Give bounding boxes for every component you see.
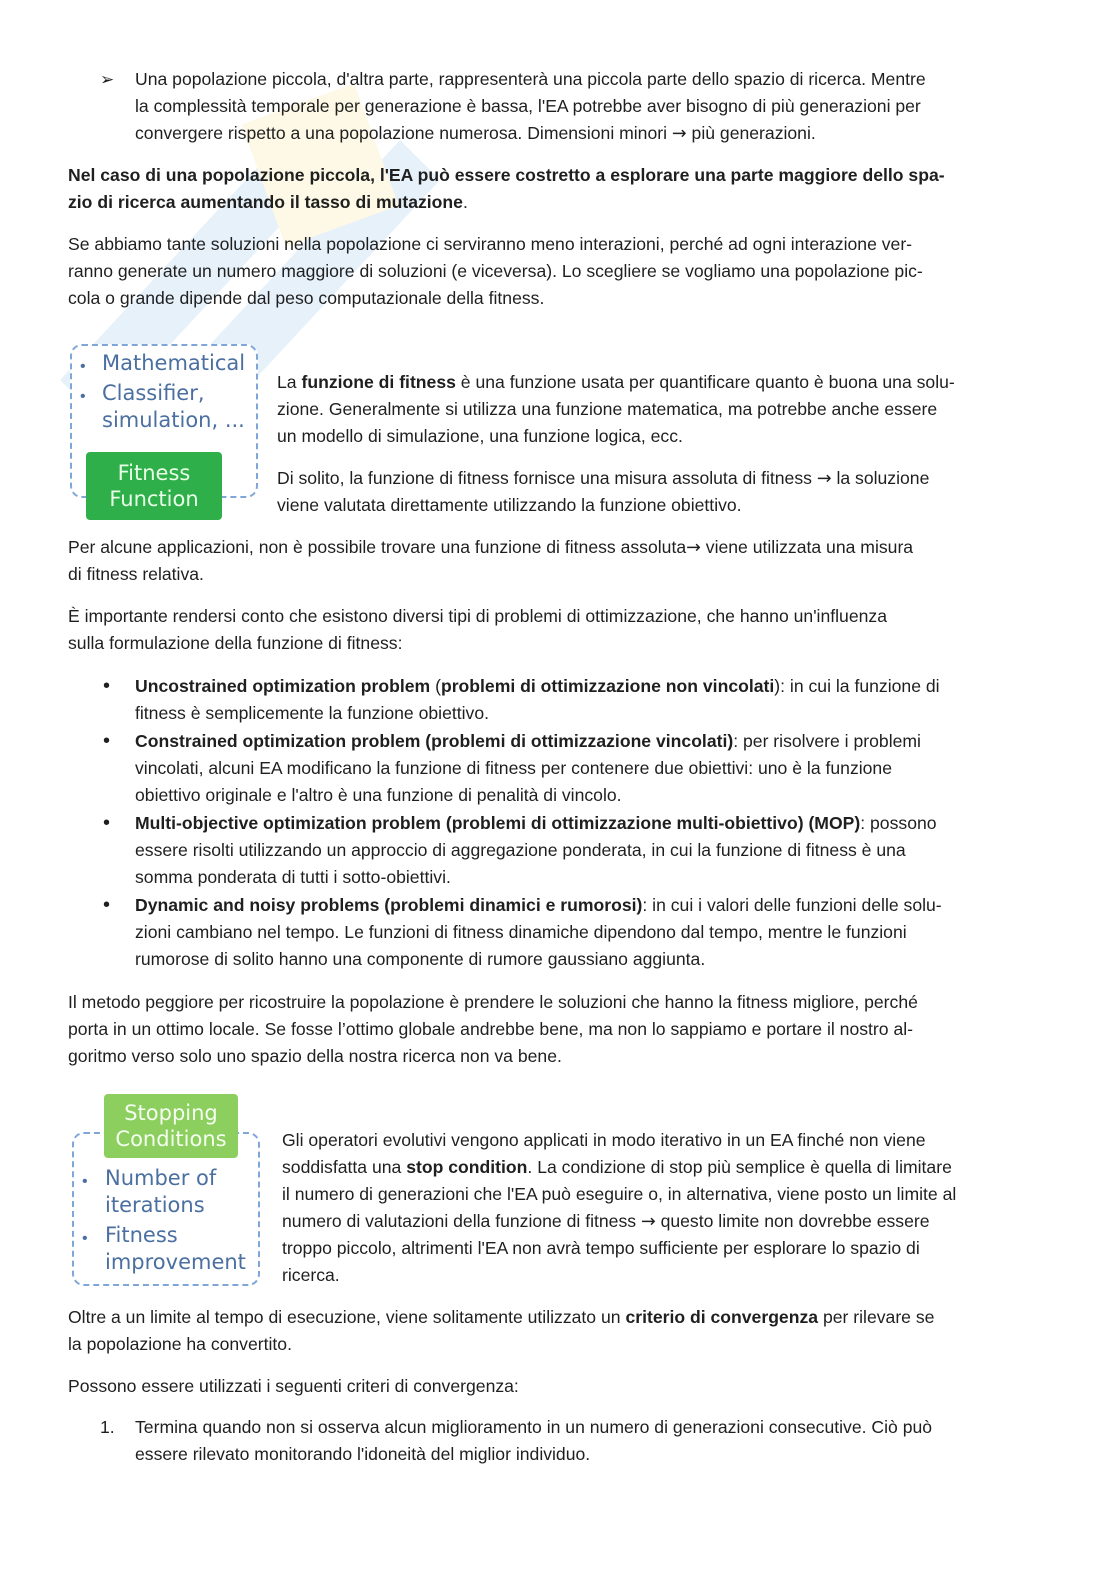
stopping-item-iterations: iterations: [105, 1193, 205, 1217]
stopping-text-line-1: Gli operatori evolutivi vengono applicati in modo iterativo in un EA finché non viene: [282, 1130, 926, 1150]
worst-line-3: goritmo verso solo uno spazio della nostra ricerca non va bene.: [68, 1046, 562, 1066]
problem-item-3-line-2: essere risolti utilizzando un approccio di aggregazione ponderata, in cui la funzione di fitness è una: [135, 840, 906, 860]
stopping-text-line-2: soddisfatta una stop condition. La condizione di stop più semplice è quella di limitare: [282, 1157, 952, 1177]
important-line-2: sulla formulazione della funzione di fitness:: [68, 633, 403, 653]
worst-line-1: Il metodo peggiore per ricostruire la popolazione è prendere le soluzioni che hanno la fitness migliore, perché: [68, 992, 918, 1012]
fitness-item-simulation: simulation, ...: [102, 408, 245, 432]
list-bullet-icon: •: [103, 730, 111, 752]
convergence-line-1: Oltre a un limite al tempo di esecuzione, viene solitamente utilizzato un criterio di convergenza per rilevare se: [68, 1307, 935, 1327]
fitness-text-line-3: un modello di simulazione, una funzione logica, ecc.: [277, 426, 683, 446]
worst-line-2: porta in un ottimo locale. Se fosse l’ottimo globale andrebbe bene, ma non lo sappiamo e portare il nostro al-: [68, 1019, 913, 1039]
fitness-text-line-1: La funzione di fitness è una funzione usata per quantificare quanto è buona una solu-: [277, 372, 955, 392]
right-arrow-icon: →: [686, 538, 701, 558]
fitness-text-line-4: Di solito, la funzione di fitness fornisce una misura assoluta di fitness → la soluzione: [277, 468, 930, 489]
criteria-number: 1.: [100, 1417, 115, 1437]
list-bullet-icon: •: [103, 675, 111, 697]
diagram-bullet-icon: •: [82, 1230, 88, 1247]
stopping-text-line-4: numero di valutazioni della funzione di fitness → questo limite non dovrebbe essere: [282, 1211, 930, 1232]
problem-item-2-line-2: vincolati, alcuni EA modificano la funzione di fitness per contenere due obiettivi: uno è la funzione: [135, 758, 893, 778]
arrow-bullet-icon: ➢: [100, 70, 115, 89]
stopping-text-line-3: il numero di generazioni che l'EA può eseguire o, in alternativa, viene posto un limite al: [282, 1184, 957, 1204]
fitness-item-mathematical: Mathematical: [102, 351, 246, 375]
problem-item-3-line-1: Multi-objective optimization problem (problemi di ottimizzazione multi-obiettivo) (MOP): possono: [135, 813, 937, 833]
problem-item-2-line-3: obiettivo originale e l'altro è una funzione di penalità di vincolo.: [135, 785, 622, 805]
criteria-intro: Possono essere utilizzati i seguenti criteri di convergenza:: [68, 1376, 519, 1396]
intro-line-3: convergere rispetto a una popolazione numerosa. Dimensioni minori → più generazioni.: [135, 123, 816, 144]
solutions-line-1: Se abbiamo tante soluzioni nella popolazione ci serviranno meno interazioni, perché ad ogni interazione ver-: [68, 234, 913, 254]
important-line-1: È importante rendersi conto che esistono diversi tipi di problemi di ottimizzazione, che hanno un'influenza: [68, 606, 887, 626]
solutions-line-3: cola o grande dipende dal peso computazionale della fitness.: [68, 288, 545, 308]
fitness-function-label: Fitness Function: [86, 452, 222, 520]
right-arrow-icon: →: [671, 124, 687, 144]
problem-item-3-line-3: somma ponderata di tutti i sotto-obiettivi.: [135, 867, 451, 887]
bold-para-line-2: zio di ricerca aumentando il tasso di mutazione.: [68, 192, 468, 212]
problem-item-1-line-1: Uncostrained optimization problem (problemi di ottimizzazione non vincolati): in cui la funzione di: [135, 676, 940, 696]
stopping-text-line-5: troppo piccolo, altrimenti l'EA non avrà tempo sufficiente per esplorare lo spazio di: [282, 1238, 920, 1258]
right-arrow-icon: →: [640, 1212, 656, 1232]
diagram-bullet-icon: •: [80, 388, 86, 405]
solutions-line-2: ranno generate un numero maggiore di soluzioni (e viceversa). Lo scegliere se vogliamo una popolazione pic-: [68, 261, 923, 281]
problem-item-4-line-2: zioni cambiano nel tempo. Le funzioni di fitness dinamiche dipendono dal tempo, mentre le funzioni: [135, 922, 907, 942]
criteria-item-1-line-1: Termina quando non si osserva alcun miglioramento in un numero di generazioni consecutive. Ciò può: [135, 1417, 933, 1437]
problem-item-1-line-2: fitness è semplicemente la funzione obiettivo.: [135, 703, 490, 723]
relative-line-1: Per alcune applicazioni, non è possibile trovare una funzione di fitness assoluta→ viene utilizzata una misura: [68, 537, 914, 558]
bold-para-line-1: Nel caso di una popolazione piccola, l'EA può essere costretto a esplorare una parte maggiore dello spa-: [68, 165, 945, 185]
list-bullet-icon: •: [103, 812, 111, 834]
intro-line-1: Una popolazione piccola, d'altra parte, rappresenterà una piccola parte dello spazio di ricerca. Mentre: [135, 69, 926, 89]
problem-item-4-line-1: Dynamic and noisy problems (problemi dinamici e rumorosi): in cui i valori delle funzioni delle solu-: [135, 895, 942, 915]
stopping-conditions-label: Stopping Conditions: [104, 1094, 238, 1158]
intro-line-2: la complessità temporale per generazione è bassa, l'EA potrebbe aver bisogno di più generazioni per: [135, 96, 921, 116]
relative-line-2: di fitness relativa.: [68, 564, 204, 584]
list-bullet-icon: •: [103, 894, 111, 916]
convergence-line-2: la popolazione ha convertito.: [68, 1334, 292, 1354]
right-arrow-icon: →: [816, 469, 832, 489]
fitness-text-line-2: zione. Generalmente si utilizza una funzione matematica, ma potrebbe anche essere: [277, 399, 938, 419]
problem-item-4-line-3: rumorose di solito hanno una componente di rumore gaussiano aggiunta.: [135, 949, 706, 969]
fitness-item-classifier: Classifier,: [102, 381, 205, 405]
stopping-item-fitness: Fitness: [105, 1223, 178, 1247]
diagram-bullet-icon: •: [80, 358, 86, 375]
stopping-text-line-6: ricerca.: [282, 1265, 340, 1285]
fitness-text-line-5: viene valutata direttamente utilizzando la funzione obiettivo.: [277, 495, 742, 515]
stopping-item-number: Number of: [105, 1166, 217, 1190]
problem-item-2-line-1: Constrained optimization problem (problemi di ottimizzazione vincolati): per risolvere i problemi: [135, 731, 921, 751]
criteria-item-1-line-2: essere rilevato monitorando l'idoneità del miglior individuo.: [135, 1444, 591, 1464]
diagram-bullet-icon: •: [82, 1173, 88, 1190]
stopping-item-improvement: improvement: [105, 1250, 246, 1274]
